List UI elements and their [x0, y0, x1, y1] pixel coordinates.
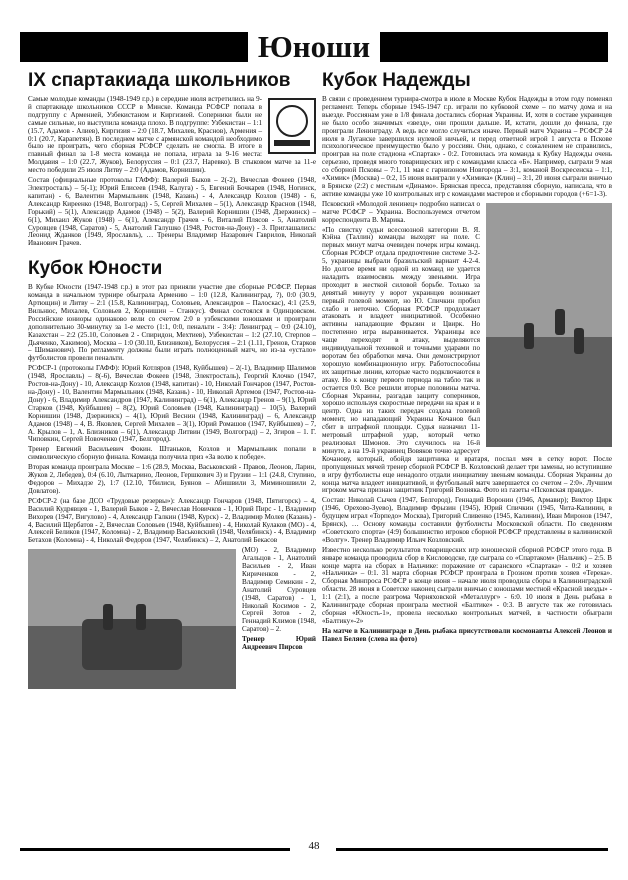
spartakiada-roster: Состав (официальные протоколы ГАФФ): Валерий Быков – 2(-2), Вячеслав Фокеев (1948, Электросталь) – 5(-1); Юрий Елисеев (1948, Калуга) - 5, Евгений Бочкарев (1948, Ногинск, капитан) - 6, Валентин Мармыльник (1948, Казань) - 4, Александр Козлов (1948) - 6, Александр Киреенко (1948, Волгоград) - 5, Сергей Михалев – 5(1), Александр Краснов (1948, Горький) – 5(1), Александр Адамов (1948) – 5(2), Валерий Корнишин (1948, Дзержинск) – 6(1), Михаил Жуков (1948) – 6(1), Александр Грачев - 6, Виталий Плясов - 5, Анатолий Суровцев (1948, Саратов) - 5, Анатолий Галушко (1948, Ростов-на-Дону) - 3. Приглашались: Леонид Жданков (1949, Ярославль), … Тренеры Владимир Назарович Гаврилов, Николай Иванович Грачев. [28, 176, 316, 248]
page-title-text: Юноши [248, 29, 380, 64]
kubok-yunosti-roster-1: РСФСР-1 (протоколы ГАФФ): Юрий Котляров (1948, Куйбышев) – 2(-1), Владимир Шалимов (1948, Ярославль) – 8(-6), Вячеслав Фокеев (1948, Электросталь), Георгий Клочко (1947, Ростов-на-Дону) - 10, Александр Козлов (1948, капитан) - 10, Николай Гончаров (1947, Ростов-на-Дону) - 10, Валентин Мармыльник (1948, Казань) - 10, Николай Артемов (1947, Ростов-на-Дону) - 6, Владимир Александров (1947, Калининград) – 6(1), Александр Гренов – 9(1), Юрий Старков (1948, Куйбышев) – 8(2), Юрий Соловьев (1948, Калининград) – 10(5), Валерий Корнишин (1948, Дзержинск) – 4(1), Юрий Веснин (1948, Калининград) – 6, Александр Адамов (1948) – 4, В. Яковлев, Сергей Михалев – 3(1), Юрий Ромашов (1947, Куйбышев) – 7, А. Крылов – 1, А. Близников – 6(1), Александр Литвин (1949, Волгоград) – 2, Згиров – 1. Г. Чиповкин, Сергей Новоченко (1947, Белгород). [28, 364, 316, 444]
photo-caption: На матче в Калининграде в День рыбака присутствовали космонавты Алексей Леонов и Павел Беляев (слева на фото) [322, 626, 612, 643]
player-shape [524, 323, 534, 349]
left-column [28, 70, 316, 691]
logo-ring-icon [276, 105, 308, 137]
kubok-nadezhdy-text-3: Известно несколько результатов товарищеских игр юношеской сборной РСФСР этого года. В январе команда проводила сбор в Кисловодске, где сыграла со «Спартаком» (Нальчик) – 2:5. В конце марта на сборах в Нальчике: поражение от саранского «Спартака» - 0:2 и хозяев «Нальчика» – 0:1. 31 марта сборная РСФСР проиграла в Грозном против хозяев «Терека». Сборная Минпроса РСФСР в конце июня – начале июля проводила сборы в Калининградской области. 28 июня в Советске наконец сыграли вничью с юношами местной «Красной звезды» - 1:1 (2:1), а после разгрома Черняховской «Металлург» - 6:0. 10 июля в День рыбака в Калининграде сборная проиграла местной «Балтике» - 0:3. В августе так же готовилась сборная «Юность-1», провела несколько контрольных матчей, в частности обыграли «Балтику»-2» [322, 545, 612, 625]
car-shape [82, 619, 182, 669]
figure-shape [136, 604, 146, 630]
kubok-nadezhdy-quote: «По свистку судьи всесоюзной категории В. Я. Кэйна (Таллин) команды выходят на поле. С первых минут матча очевиден почерк игры команд. Сборная РСФСР отдала предпочтение системе 3-2-5, украинцы выбрали бразильский вариант 4-2-4. Но долгое время ни одной из команд не удается наладить взаимосвязь между звеньями. Игра проходит в жесткой силовой борьбе. Только за девятый минуту у ворот украинцев возникает первый голевой момент, но Ю. Спичкин пробил слабо и неточно. Сборная РСФСР продолжает атаковать и владеет инициативой. Особенно активны нападающие Фрызин и Цвирк. Но постепенно игра выравнивается. Украинцы все чаще переходят в атаку, выделяются индивидуальной техникой и точными ударами по воротам без обработки мяча. Они демонстрируют хорошую комбинационную игру. Работоспособны их защитные линии, которые часто подключаются в атаку. Но к концу первого периода на табло так и остается 0:0. Все решили вторые половины матча. Сборная Украины, разгадав защиту соперников, хорошо используя скоростные передачи на края и в центр. Одна из таких передач создала голевой момент, но нападающий Украины Кочанов был сбит в штрафной площади. Судья назначил 11-метровый штрафной удар, который четко реализовал Шмонов. Это случилось на 16-й минуте, а на 19-й украинец Вовяков точно адресует Кочанову, который, обойдя защитника и вратаря, послал мяч в сетку ворот. После пропущенных мячей тренер сборной РСФСР В. Козловский делает три замены, но вступившие в игру футболисты еще ненадолго отдали инициативу звеньям команды. Сборная Украины до конца матча владеет инициативой, и футбольный матч завершается со счетом – 2:0». Лучшим игроком матча признан защитник Григорий Возняка. Фото из газеты «Псковская правда». [322, 225, 612, 495]
kubok-yunosti-coach-2: Тренер Юрий Андреевич Пирсов [242, 635, 316, 652]
section-spartakiada-title: IX спартакиада школьников [28, 70, 291, 91]
kubok-nadezhdy-text-2: Псковский «Молодой ленинец» подробно написал о матче РСФСР – Украина. Воспользуемся отчетом корреспондента В. Марика. [322, 199, 480, 224]
kubok-yunosti-roster-2-tail: (МО) - 2, Владимир Агальцов - 1, Анатолий Васильев - 2, Иван Кириченков - 2, Владимир Семикин - 2, Анатолий Суровцев (1948, Саратов) - 1, Николай Косимов - 2, Сергей Зотов - 2, Геннадий Климов (1948, Саратов) – 2. [242, 546, 316, 634]
spartakiada-logo [268, 98, 316, 154]
player-shape [555, 309, 565, 335]
kubok-yunosti-text-2: Вторая команда проиграла Москве – 1:6 (28.9, Москва, Васьковский - Правов, Леонов, Ларин, Жуков 2, Лебедев), 0:4 (6.10, Лыткарино, Леонов, Гершкович 3) и Грузии – 1:1 (24.8, Ступино, Федоров – Михадзе 2), 1:7 (12.10, Тбилиси, Буянов – Абишвили 3, Миминошвили 2, Довлатов). [28, 463, 316, 495]
kubok-yunosti-text: В Кубке Юности (1947-1948 г.р.) в этот раз приняли участие две сборные РСФСР. Первая команда в начальном турнире обыграла Армению – 1:0 (12.8, Калининград, ?), 0:0 (30.9, Артющин) и Литву – 2:1 (15.8, Калининград, Соловьев, Александров – Палоскас), 4:1 (25.9, Вильнюс, Михалев, Соловьев 2, Корнишин – Станкус). Финал состоялся в Одинцовском. Российские юниоры одинаково вели со счетом 2:0 в узбекскими юношами и проиграли дополнительно 30-минутку за 1-е место (1:1, 0:0, пенальти - 3:4): Ленинград – 0:0 (24.10), Казахстан – 2:2 (25.10, Соловьев 2 - Спиридон, Мехтиев), Узбекистан – 1:2 (27.10, Стерпов – Дьяченко, Хакимов), Москва – 1:0 (30.10, Близников), Белоруссия – 2:1 (1.11, Гренов, Старков – Шиманович). По регламенту должны были играть полноценный матч, но из-за «устало» футболистов провели пенальти. [28, 283, 316, 363]
logo-bar-icon [274, 140, 310, 146]
figure-shape [103, 604, 113, 630]
photo-cosmonauts-car [28, 549, 236, 689]
kubok-yunosti-coach-1: Тренер Евгений Васильевич Фокин. Штаньков, Козлов и Мармыльник попали в символическую сборную финала. Команда получила приз «За волю к победе». [28, 445, 316, 462]
photo-match-pskov [486, 203, 612, 447]
page-title [0, 30, 628, 64]
player-shape [574, 328, 584, 354]
right-column [322, 70, 612, 646]
spartakiada-text: Самые молодые команды (1948-1949 г.р.) в середине июля встретились на 9-й спартакиаде школьников СССР в Минске. Команда РСФСР попала в подгруппу с Арменией, Узбекистаном и Киргизией. Соперники были не самые сильные, но выступила команда плохо. В подгруппе: Узбекистан – 1:1 (15.7, Адамов - Алиев), Киргизия – 2:0 (18.7, Михалев, Краснов), Армения – 0:1 (20.7, Карапетян). В последнем матче с армянской командой необходимо было не проиграть, чего сборная РСФСР сделать не смогла. В итоге в главный финал за 1-8 места команда не попала, играла за 9-16 места: Молдавия – 1:0 (22.7, Жуков), Белоруссия – 0:1 (23.7, Наревко). В стыковом матче за 11-е место победили 25 июля Литву – 2:0 (Адамов, Корнишин). [28, 95, 316, 175]
kubok-yunosti-roster-2: РСФСР-2 (на базе ДСО «Трудовые резервы»): Александр Гончаров (1948, Пятигорск) – 4, Василий Кудрявцев - 1, Валерий Быков - 2, Вячеслав Новичков - 1, Юрий Пирс - 1, Владимир Вихорев (1947, Вигулово) - 4, Александр Галкин (1948, Курск) - 2, Владимир Молев (Казань) - 4, Василий Щербатов - 2, Вячеслав Соловьев (1948, Куйбышев) - 4, Николай Кулаков (МО) - 4, Алексей Беликов (1947, Коломна) - 2, Владимир Васьковский (1948, Челябинск) - 4, Владимир Бетахов (Коломна) - 4, Николай Федоров (1947, Челябинск) – 2, Анатолий Бекасов [28, 496, 316, 545]
kubok-nadezhdy-roster: Состав: Николай Сычев (1947, Белгород), Геннадий Воронин (1946, Армавир); Виктор Цирк (1946, Орехово-Зуево), Владимир Фрызин (1945), Юрий Спичкин (1945, Чита-Калинин, в будущем играл «Торпедо» Москва), Григорий Сливенко (1945, Калинин), Иван Миронов (1947, Брянск), … Основу команды составили футболисты Московской области. По сведениям «Советского спорта» (4:9) большинство игроков сборной РСФСР представлены в калининской «Волгу». Тренер Владимир Ильич Козловский. [322, 496, 612, 544]
page-number: 48 [308, 840, 320, 852]
kubok-nadezhdy-text-1: В связи с проведением турнира-смотра в июле в Москве Кубок Надежды в этом году поменял регламент. Теперь сборные 1945-1947 г.р. играли по кубковой схеме – по матчу дома и на выезде. Россиянам уже в 1/8 финала достались сборная Украины. И, хотя в составе украинцев не было особо значимых «звезд», они прошли дальше. И, кстати, дошли до финала, где проиграли Ленинграду. А ведь все могло случиться иначе. Первый матч Украина – РСФСР 24 июля в Луганске завершился нулевой ничьей, и перед ответной игрой 1 августа в Пскове психологическое преимущество было у россиян. Они, однако, с сожалением не справились, проиграв на поле стадиона «Спартак» - 0:2. Готовилась эта команда к Кубку Надежды очень серьезно, проведя много товарищеских игр с командами класса «Б». Например, сыграли 9 мая со сборной Псковы – 7:1, 11 мая с гарнизоном Новгорода – 3:1, команой Воскресенска – 1:1, «Химик» (Москва) – 0:2, 15 июня выиграли у «Химика» (Клин) – 3:1, 20 июня сыграли вничью в Брянске (2:2) с местным «Динамо». Брянская пресса, представляя сборную, написала, что в активе команды уже 10 контрольных игр с командами мастеров и сборными городов (+6=1-3). [322, 95, 612, 198]
section-kubok-yunosti-title: Кубок Юности [28, 258, 163, 280]
section-kubok-nadezhdy-title: Кубок Надежды [322, 70, 471, 91]
